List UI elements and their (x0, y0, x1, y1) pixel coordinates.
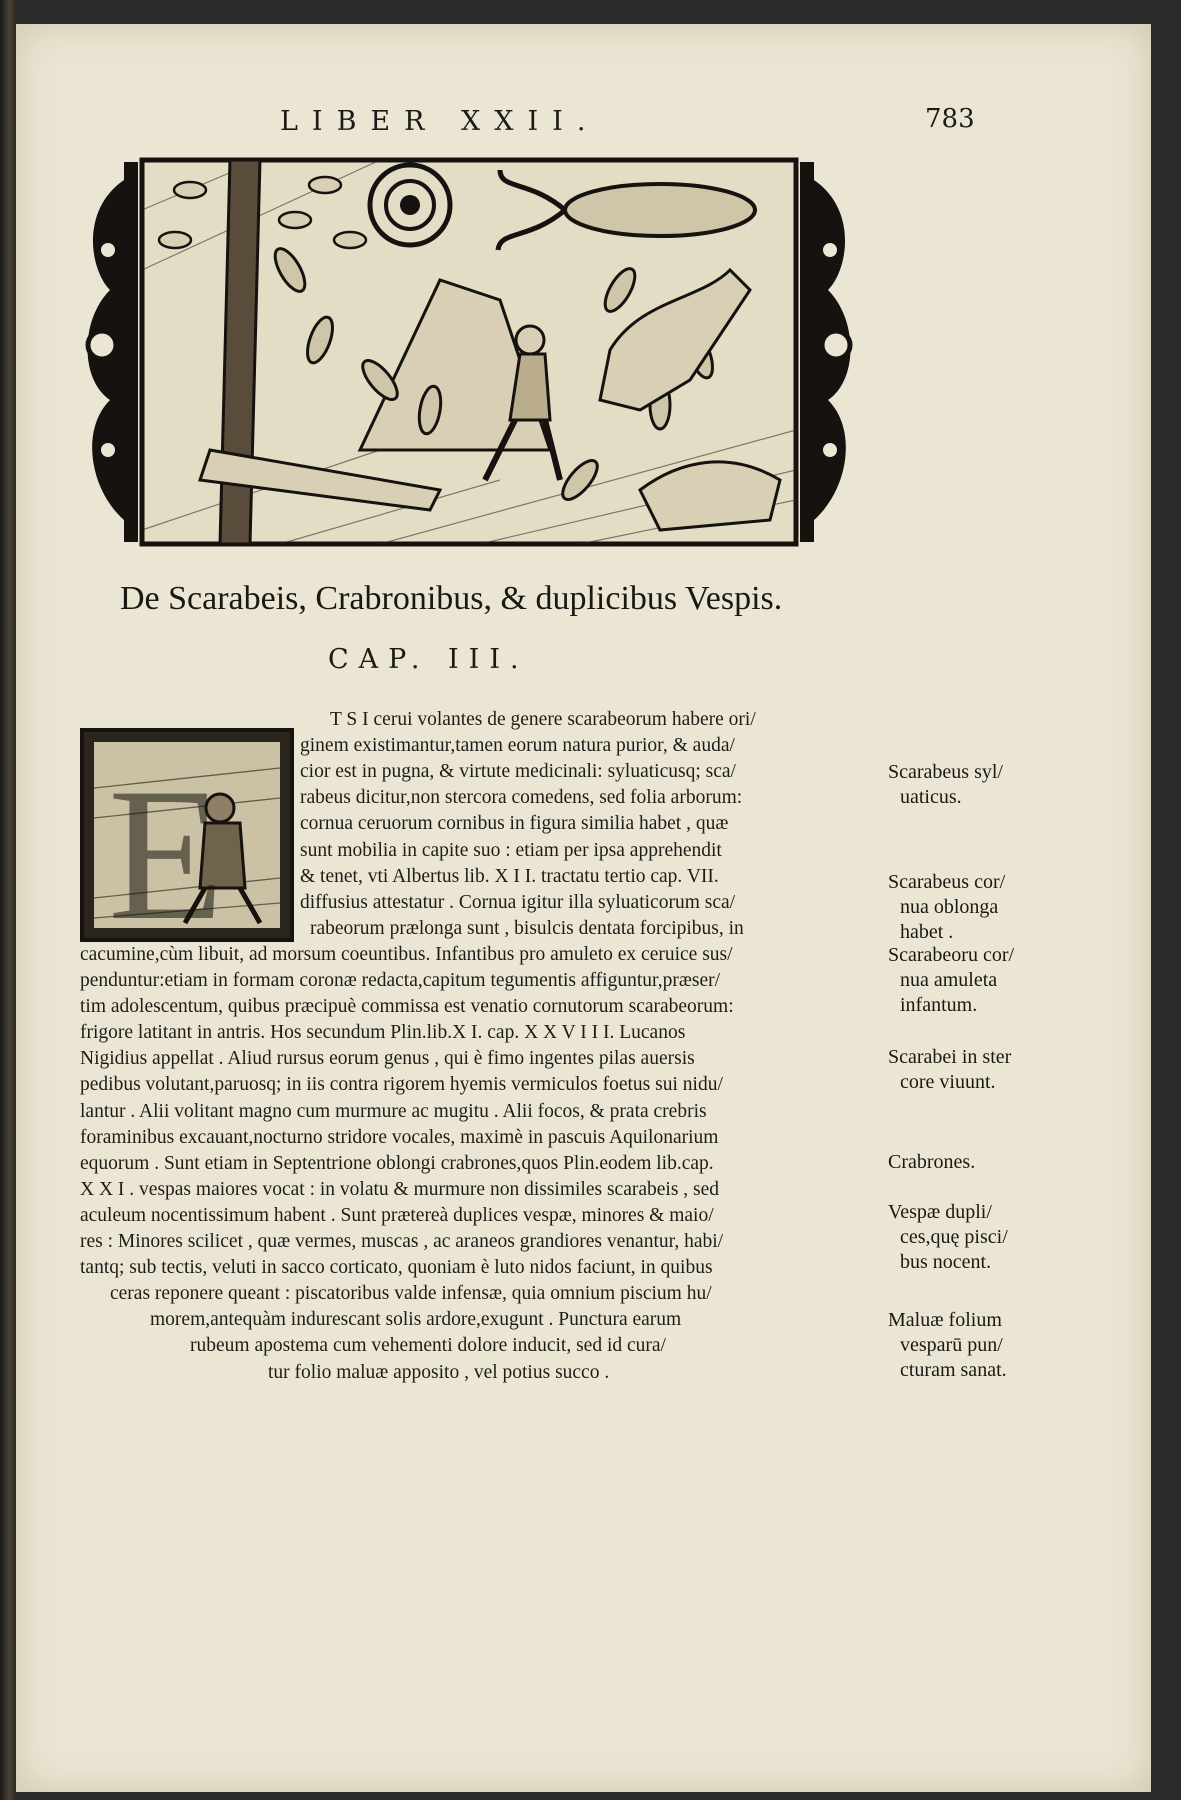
body-line: penduntur:etiam in formam coronæ redacta,capitum tegumentis affiguntur,præser/ (80, 970, 721, 991)
body-line: aculeum nocentissimum habent . Sunt prætereà duplices vespæ, minores & maio/ (80, 1204, 714, 1226)
margin-note-line: Vespæ dupli/ (888, 1201, 992, 1223)
body-line: morem,antequàm indurescant solis ardore,exugunt . Punctura earum (150, 1309, 682, 1331)
woodcut-illustration (80, 150, 858, 562)
body-line: X X I . vespas maiores vocat : in volatu & murmure non dissimiles scarabeis , sed (80, 1178, 720, 1200)
margin-note-line: habet . (900, 921, 954, 943)
body-line: ceras reponere queant : piscatoribus valde infensæ, quia omnium piscium hu/ (110, 1283, 712, 1305)
body-line: res : Minores scilicet , quæ vermes, muscas , ac araneos grandiores venantur, habi/ (80, 1231, 724, 1252)
body-line: rubeum apostema cum vehementi dolore inducit, sed id cura/ (190, 1335, 666, 1357)
decorated-initial (80, 728, 294, 942)
margin-note-line: Scarabei in ster (888, 1046, 1012, 1068)
margin-note-line: core viuunt. (900, 1071, 996, 1093)
margin-note-line: Scarabeus syl/ (888, 761, 1003, 783)
initial-letter: E (108, 750, 225, 942)
body-line: frigore latitant in antris. Hos secundum Plin.lib.X I. cap. X X V I I I. Lucanos (80, 1022, 686, 1044)
body-line: cacumine,cùm libuit, ad morsum coeuntibus. Infantibus pro amuleto ex ceruice sus/ (80, 943, 733, 965)
body-line: diffusius attestatur . Cornua igitur illa syluaticorum sca/ (300, 891, 736, 913)
chapter-title: De Scarabeis, Crabronibus, & duplicibus Vespis. (120, 580, 783, 617)
margin-note-line: nua amuleta (900, 969, 998, 991)
ornament-left-frame (88, 162, 139, 542)
margin-note-line: uaticus. (900, 786, 962, 808)
margin-note-line: Crabrones. (888, 1151, 976, 1173)
body-line: Nigidius appellat . Aliud rursus eorum genus , qui è fimo ingentes pilas auersis (80, 1048, 695, 1070)
margin-note-line: cturam sanat. (900, 1359, 1007, 1381)
body-line: & tenet, vti Albertus lib. X I I. tractatu tertio cap. VII. (300, 865, 719, 887)
margin-note-line: nua oblonga (900, 896, 999, 918)
margin-note-line: infantum. (900, 994, 978, 1016)
body-line: T S I cerui volantes de genere scarabeorum habere ori/ (330, 709, 756, 730)
margin-note-line: Scarabeoru cor/ (888, 944, 1015, 966)
body-line: cornua ceruorum cornibus in figura similia habet , quæ (300, 813, 729, 835)
body-line: cior est in pugna, & virtute medicinali: syluaticusq; sca/ (300, 761, 736, 783)
margin-note-line: vesparū pun/ (900, 1334, 1003, 1356)
chapter-number: CAP. III. (328, 644, 529, 675)
body-line: sunt mobilia in capite suo : etiam per ipsa apprehendit (300, 839, 722, 861)
book-spine (0, 0, 16, 1800)
ornament-right-frame (800, 162, 851, 542)
body-line: equorum . Sunt etiam in Septentrione oblongi crabrones,quos Plin.eodem lib.cap. (80, 1152, 714, 1174)
body-line: foraminibus excauant,nocturno stridore vocales, maximè in pascuis Aquilonarium (80, 1126, 719, 1148)
body-line: tim adolescentum, quibus præcipuè commissa est venatio cornutorum scarabeorum: (80, 996, 734, 1018)
margin-note-line: ces,quę pisci/ (900, 1226, 1008, 1248)
folio-number: 783 (925, 104, 975, 134)
body-line: ginem existimantur,tamen eorum natura purior, & auda/ (300, 735, 735, 757)
margin-note-line: bus nocent. (900, 1251, 992, 1273)
margin-note-line: Maluæ folium (888, 1309, 1002, 1331)
running-head: LIBER XXII. (280, 106, 600, 137)
woodcut-scene (142, 160, 796, 544)
body-line: tantq; sub tectis, veluti in sacco corticato, quoniam è luto nidos faciunt, in quibus (80, 1257, 713, 1279)
body-line: tur folio maluæ apposito , vel potius succo . (268, 1361, 610, 1383)
body-line: rabeus dicitur,non stercora comedens, sed folia arborum: (300, 787, 743, 809)
body-line: pedibus volutant,paruosq; in iis contra rigorem hyemis vermiculos foetus sui nidu/ (80, 1074, 723, 1096)
body-line: rabeorum prælonga sunt , bisulcis dentata forcipibus, in (310, 917, 744, 939)
body-line: lantur . Alii volitant magno cum murmure ac mugitu . Alii focos, & prata crebris (80, 1100, 707, 1122)
margin-note-line: Scarabeus cor/ (888, 871, 1006, 893)
